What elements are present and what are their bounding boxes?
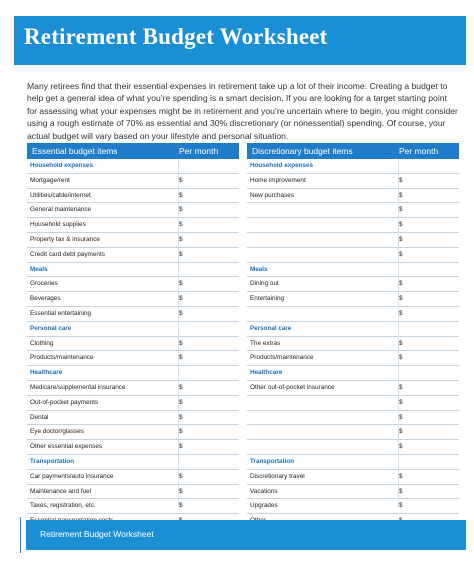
budget-row	[27, 277, 239, 292]
essential-rows	[27, 159, 239, 529]
budget-item-label: Clothing	[30, 339, 54, 347]
amount-field[interactable]: $	[179, 383, 183, 391]
amount-field[interactable]: $	[179, 206, 183, 214]
section-heading	[27, 366, 239, 381]
budget-item-label: Products/maintenance	[250, 354, 314, 362]
budget-row	[27, 189, 239, 204]
budget-item-label: Utilities/cable/internet	[30, 191, 91, 199]
budget-item-label: Dining out	[250, 280, 279, 288]
budget-item-label: Credit card debt payments	[30, 250, 105, 258]
budget-row	[27, 499, 239, 514]
budget-row	[247, 440, 459, 455]
section-label: Healthcare	[250, 369, 283, 377]
amount-field[interactable]: $	[179, 472, 183, 480]
section-label: Household expenses	[30, 162, 93, 169]
budget-item-label: Other out-of-pocket insurance	[250, 383, 335, 391]
amount-field[interactable]: $	[179, 250, 183, 258]
amount-field[interactable]: $	[399, 339, 403, 347]
section-heading	[247, 159, 459, 174]
budget-row	[247, 499, 459, 514]
budget-row	[27, 485, 239, 500]
amount-field[interactable]: $	[179, 235, 183, 243]
budget-row	[247, 381, 459, 396]
amount-field[interactable]: $	[179, 354, 183, 362]
budget-item-label: Groceries	[30, 280, 58, 288]
amount-field[interactable]: $	[179, 487, 183, 495]
section-heading	[247, 455, 459, 470]
budget-item-label: Maintenance and fuel	[30, 487, 92, 495]
intro-paragraph: Many retirees find that their essential expenses in retirement take up a lot of their income. Creating a budget to help get a general idea of what you’re spending is a smart decision. If you are looking for a target starting point for assessing what your expenses might be in retirement and you’re uncertain where to begin, you might consider using a rough estimate of 70% as essential and 30% discretionary (or nonessential) spending. Of course, your actual budget will vary based on your lifestyle and personal situation.	[27, 81, 458, 141]
amount-field[interactable]: $	[399, 206, 403, 214]
budget-item-label: Entertaining	[250, 295, 285, 303]
section-label: Meals	[30, 265, 48, 273]
budget-item-label: Products/maintenance	[30, 354, 94, 362]
amount-field[interactable]: $	[179, 443, 183, 451]
budget-item-label: Dental	[30, 413, 49, 421]
budget-row	[27, 351, 239, 366]
discretionary-rows	[247, 159, 459, 529]
budget-item-label: Property tax & insurance	[30, 235, 100, 243]
amount-field[interactable]: $	[179, 413, 183, 421]
section-label: Healthcare	[30, 369, 63, 377]
budget-row	[27, 396, 239, 411]
budget-row	[27, 248, 239, 263]
budget-row	[247, 233, 459, 248]
budget-item-label: Out-of-pocket payments	[30, 398, 99, 406]
budget-item-label: Home improvement	[250, 176, 306, 184]
amount-field[interactable]: $	[179, 502, 183, 510]
section-label: Meals	[250, 265, 268, 273]
budget-item-label: Vacations	[250, 487, 278, 495]
section-heading	[27, 263, 239, 278]
budget-row	[247, 351, 459, 366]
budget-item-label: Mortgage/rent	[30, 176, 70, 184]
amount-field[interactable]: $	[399, 398, 403, 406]
budget-row	[247, 174, 459, 189]
discretionary-header	[247, 143, 459, 159]
amount-field[interactable]: $	[179, 221, 183, 229]
budget-row	[247, 470, 459, 485]
section-heading	[27, 455, 239, 470]
footer-banner	[26, 520, 466, 550]
budget-row	[27, 411, 239, 426]
budget-row	[27, 233, 239, 248]
amount-field[interactable]: $	[179, 191, 183, 199]
column-divider	[178, 159, 179, 507]
amount-field[interactable]: $	[179, 176, 183, 184]
amount-field[interactable]: $	[179, 398, 183, 406]
section-label: Personal care	[250, 324, 292, 332]
budget-item-label: Upgrades	[250, 502, 278, 510]
budget-row	[27, 307, 239, 322]
section-label: Personal care	[30, 324, 72, 332]
budget-row	[27, 337, 239, 352]
amount-field[interactable]: $	[179, 428, 183, 436]
amount-field[interactable]: $	[399, 176, 403, 184]
budget-row	[27, 440, 239, 455]
budget-row	[247, 292, 459, 307]
budget-row	[27, 470, 239, 485]
budget-row	[27, 292, 239, 307]
title-banner	[14, 16, 466, 65]
amount-field[interactable]: $	[399, 428, 403, 436]
budget-row	[247, 248, 459, 263]
budget-row	[247, 411, 459, 426]
section-heading	[247, 263, 459, 278]
budget-item-label: Discretionary travel	[250, 472, 305, 480]
essential-budget-column	[27, 143, 239, 529]
amount-field[interactable]: $	[399, 191, 403, 199]
column-divider	[398, 159, 399, 507]
budget-row	[247, 189, 459, 204]
budget-row	[247, 396, 459, 411]
section-label: Household expenses	[250, 162, 313, 169]
budget-item-label: Other essential expenses	[30, 443, 103, 451]
budget-row	[27, 203, 239, 218]
amount-field[interactable]: $	[179, 339, 183, 347]
budget-item-label: Eye doctor/glasses	[30, 428, 84, 436]
amount-field[interactable]: $	[399, 354, 403, 362]
amount-field[interactable]: $	[399, 383, 403, 391]
amount-field[interactable]: $	[399, 250, 403, 258]
budget-row	[27, 381, 239, 396]
amount-field[interactable]: $	[179, 295, 183, 303]
amount-field[interactable]: $	[399, 487, 403, 495]
budget-row	[27, 218, 239, 233]
amount-field[interactable]: $	[399, 235, 403, 243]
amount-field[interactable]: $	[399, 472, 403, 480]
essential-per-month-label: Per month	[179, 146, 219, 156]
budget-row	[247, 218, 459, 233]
budget-row	[247, 307, 459, 322]
section-label: Transportation	[30, 457, 75, 465]
budget-item-label: The extras	[250, 339, 281, 347]
amount-field[interactable]: $	[399, 280, 403, 288]
section-heading	[27, 159, 239, 174]
budget-item-label: General maintenance	[30, 206, 92, 214]
budget-item-label: Beverages	[30, 295, 61, 303]
budget-item-label: Medicare/supplemental insurance	[30, 383, 126, 391]
amount-field[interactable]: $	[179, 309, 183, 317]
discretionary-budget-column	[247, 143, 459, 529]
footer-accent-line	[20, 517, 21, 553]
essential-header	[27, 143, 239, 159]
budget-row	[247, 203, 459, 218]
budget-row	[247, 277, 459, 292]
amount-field[interactable]: $	[399, 309, 403, 317]
amount-field[interactable]: $	[399, 502, 403, 510]
budget-item-label: Taxes, registration, etc.	[30, 502, 96, 510]
amount-field[interactable]: $	[399, 221, 403, 229]
section-heading	[27, 322, 239, 337]
budget-row	[27, 425, 239, 440]
amount-field[interactable]: $	[179, 280, 183, 288]
discretionary-per-month-label: Per month	[399, 146, 439, 156]
budget-item-label: New purchases	[250, 191, 295, 199]
budget-item-label: Household supplies	[30, 221, 86, 229]
budget-row	[247, 485, 459, 500]
amount-field[interactable]: $	[399, 413, 403, 421]
page-title: Retirement Budget Worksheet	[24, 24, 328, 49]
section-heading	[247, 322, 459, 337]
section-label: Transportation	[250, 457, 295, 465]
essential-header-label: Essential budget items	[32, 146, 118, 156]
section-heading	[247, 366, 459, 381]
amount-field[interactable]: $	[399, 295, 403, 303]
budget-row	[27, 174, 239, 189]
budget-row	[247, 337, 459, 352]
budget-item-label: Essential entertaining	[30, 309, 92, 317]
budget-row	[247, 425, 459, 440]
amount-field[interactable]: $	[399, 443, 403, 451]
footer-title: Retirement Budget Worksheet	[40, 529, 154, 539]
budget-item-label: Car payments/auto insurance	[30, 472, 114, 480]
discretionary-header-label: Discretionary budget items	[252, 146, 353, 156]
